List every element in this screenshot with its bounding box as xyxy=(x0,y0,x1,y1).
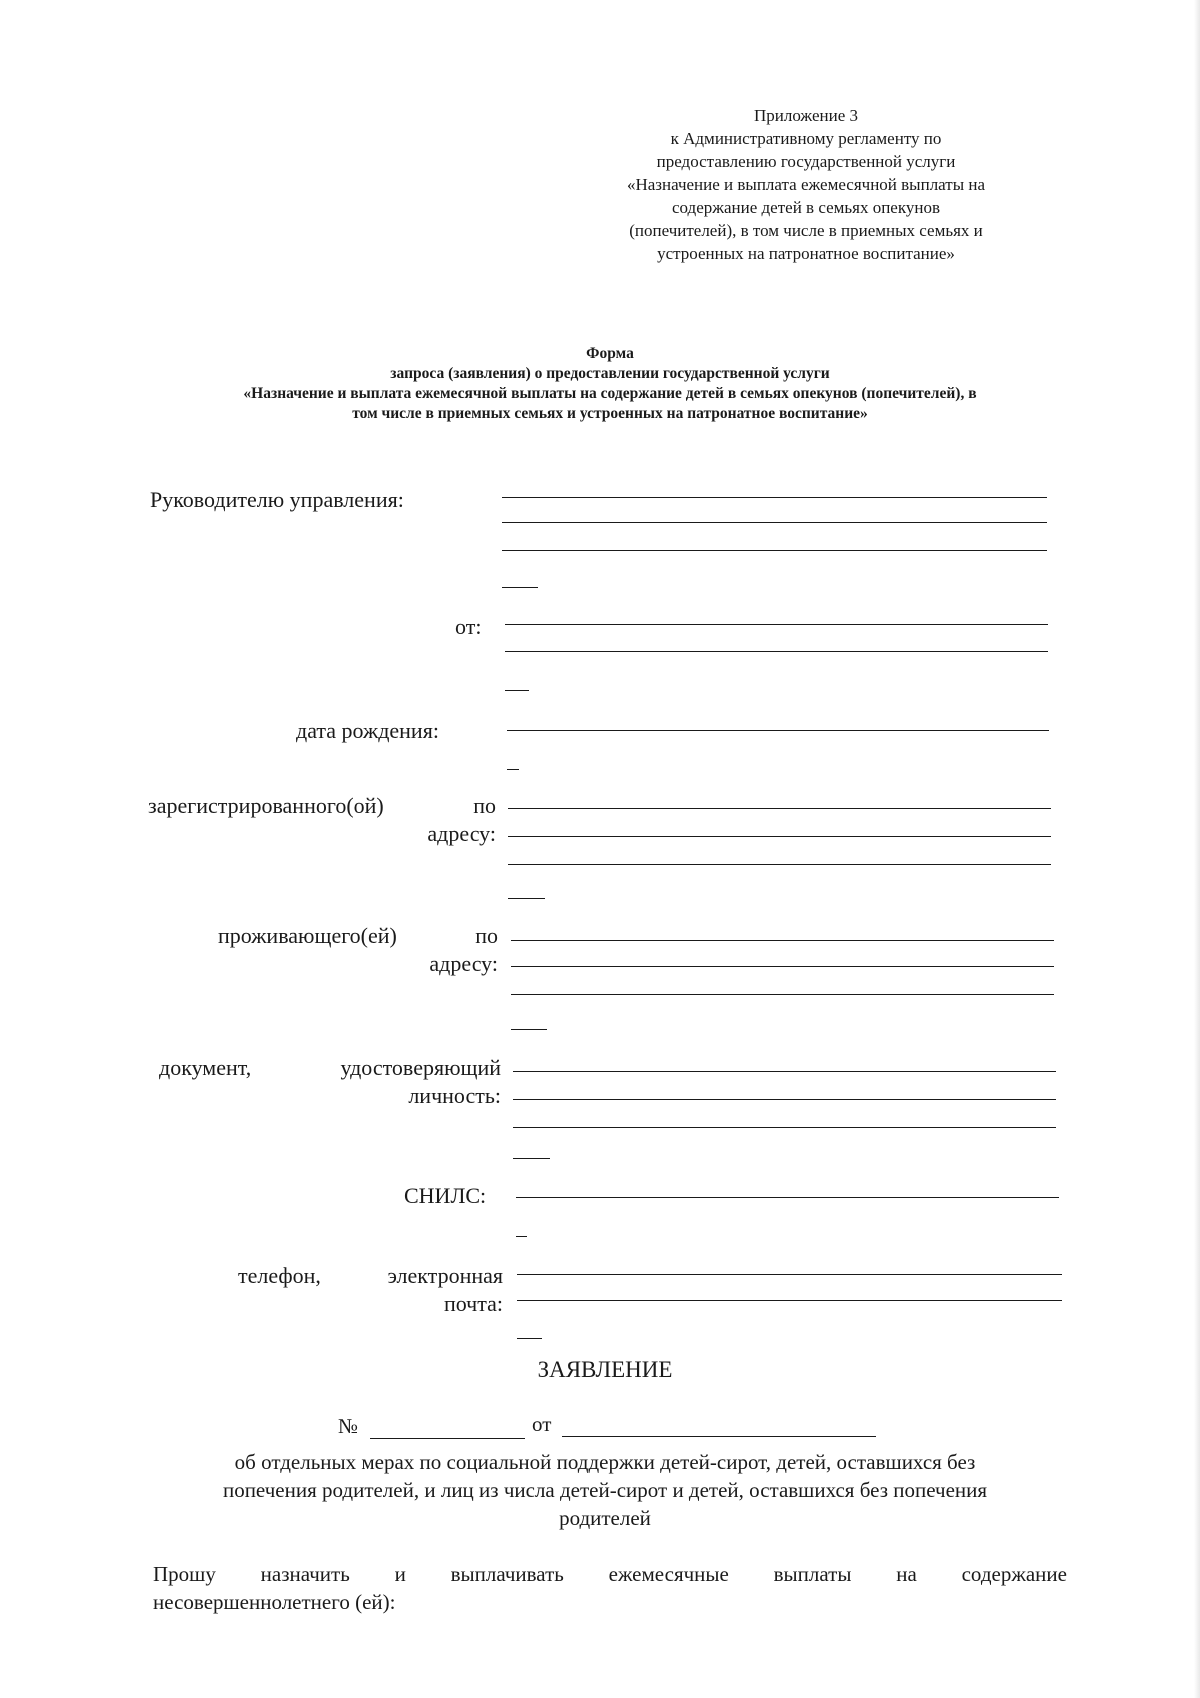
contacts-label-word: телефон, xyxy=(238,1263,321,1288)
snils-line[interactable] xyxy=(516,1197,1059,1198)
registered-label-word: по xyxy=(473,793,496,818)
number-sign: № xyxy=(338,1414,359,1438)
form-title-line: «Назначение и выплата ежемесячной выплаты на содержание детей в семьях опекунов (попечителей), в xyxy=(243,385,977,402)
appendix-line: предоставлению государственной услуги xyxy=(656,152,956,171)
form-title xyxy=(110,344,1110,424)
head-label: Руководителю управления: xyxy=(150,487,404,512)
residing-label-word: по xyxy=(475,923,498,948)
request-word: и xyxy=(394,1562,406,1586)
registered-address-line[interactable] xyxy=(508,808,1051,809)
appendix-line: Приложение 3 xyxy=(754,106,858,125)
from-label: от: xyxy=(455,614,482,639)
appendix-line: содержание детей в семьях опекунов xyxy=(672,198,940,217)
purpose-line: попечения родителей, и лиц из числа детей-сирот и детей, оставшихся без попечения xyxy=(222,1478,988,1502)
appendix-line: «Назначение и выплата ежемесячной выплаты на xyxy=(626,175,986,194)
snils-label: СНИЛС: xyxy=(404,1183,487,1208)
residing-address-line[interactable] xyxy=(511,994,1054,995)
id-document-label-word: удостоверяющий xyxy=(340,1055,501,1080)
head-line[interactable] xyxy=(502,497,1047,498)
request-word: ежемесячные xyxy=(608,1562,729,1586)
registered-label xyxy=(148,792,496,848)
id-document-label-word: документ, xyxy=(159,1055,252,1080)
request-paragraph xyxy=(153,1560,1067,1616)
id-document-label xyxy=(159,1054,501,1110)
appendix-line: (попечителей), в том числе в приемных семьях и xyxy=(629,221,983,240)
form-title-line: том числе в приемных семьях и устроенных на патронатное воспитание» xyxy=(352,405,868,422)
from-line-end xyxy=(505,690,529,691)
head-line[interactable] xyxy=(502,522,1047,523)
id-document-label-line2: личность: xyxy=(408,1083,501,1108)
scan-edge-shadow xyxy=(1194,0,1200,1698)
residing-label-word: проживающего(ей) xyxy=(218,923,397,948)
birth-date-line-end xyxy=(507,769,519,770)
head-line[interactable] xyxy=(502,550,1047,551)
statement-purpose xyxy=(150,1448,1060,1532)
contacts-label xyxy=(238,1262,503,1318)
purpose-line: родителей xyxy=(559,1506,651,1530)
residing-address-line[interactable] xyxy=(511,966,1054,967)
contacts-line-end xyxy=(517,1338,542,1339)
form-title-line: запроса (заявления) о предоставлении государственной услуги xyxy=(390,365,830,382)
request-word: выплачивать xyxy=(450,1562,564,1586)
contacts-label-line2: почта: xyxy=(443,1291,503,1316)
from-line[interactable] xyxy=(505,651,1048,652)
from-line[interactable] xyxy=(505,624,1048,625)
registered-label-word: зарегистрированного(ой) xyxy=(148,793,384,818)
request-word: выплаты xyxy=(773,1562,852,1586)
registered-address-line[interactable] xyxy=(508,836,1051,837)
request-word: Прошу xyxy=(153,1562,216,1586)
residing-label xyxy=(218,922,498,978)
id-document-line[interactable] xyxy=(513,1099,1056,1100)
contacts-line[interactable] xyxy=(517,1274,1062,1275)
appendix-line: устроенных на патронатное воспитание» xyxy=(657,244,955,263)
residing-address-line[interactable] xyxy=(511,940,1054,941)
residing-label-line2: адресу: xyxy=(429,951,498,976)
head-line-end xyxy=(502,587,538,588)
statement-date-line[interactable] xyxy=(562,1436,876,1437)
request-word: содержание xyxy=(961,1562,1067,1586)
registered-label-line2: адресу: xyxy=(427,821,496,846)
snils-line-end xyxy=(516,1236,527,1237)
contacts-label-word: электронная xyxy=(387,1263,503,1288)
registered-address-line[interactable] xyxy=(508,864,1051,865)
id-document-line[interactable] xyxy=(513,1071,1056,1072)
statement-from-word: от xyxy=(532,1412,552,1436)
form-title-line: Форма xyxy=(586,345,634,362)
statement-title: ЗАЯВЛЕНИЕ xyxy=(537,1357,673,1382)
id-document-line-end xyxy=(513,1158,550,1159)
residing-address-line-end xyxy=(511,1029,547,1030)
id-document-line[interactable] xyxy=(513,1127,1056,1128)
birth-date-label: дата рождения: xyxy=(296,718,439,743)
appendix-header xyxy=(596,104,1016,265)
appendix-line: к Административному регламенту по xyxy=(670,129,942,148)
contacts-line[interactable] xyxy=(517,1300,1062,1301)
purpose-line: об отдельных мерах по социальной поддержки детей-сирот, детей, оставшихся без xyxy=(234,1450,976,1474)
statement-number-line[interactable] xyxy=(370,1438,525,1439)
request-line2: несовершеннолетнего (ей): xyxy=(153,1590,396,1614)
request-word: на xyxy=(896,1562,917,1586)
birth-date-line[interactable] xyxy=(507,730,1049,731)
registered-address-line-end xyxy=(508,898,545,899)
request-word: назначить xyxy=(260,1562,350,1586)
